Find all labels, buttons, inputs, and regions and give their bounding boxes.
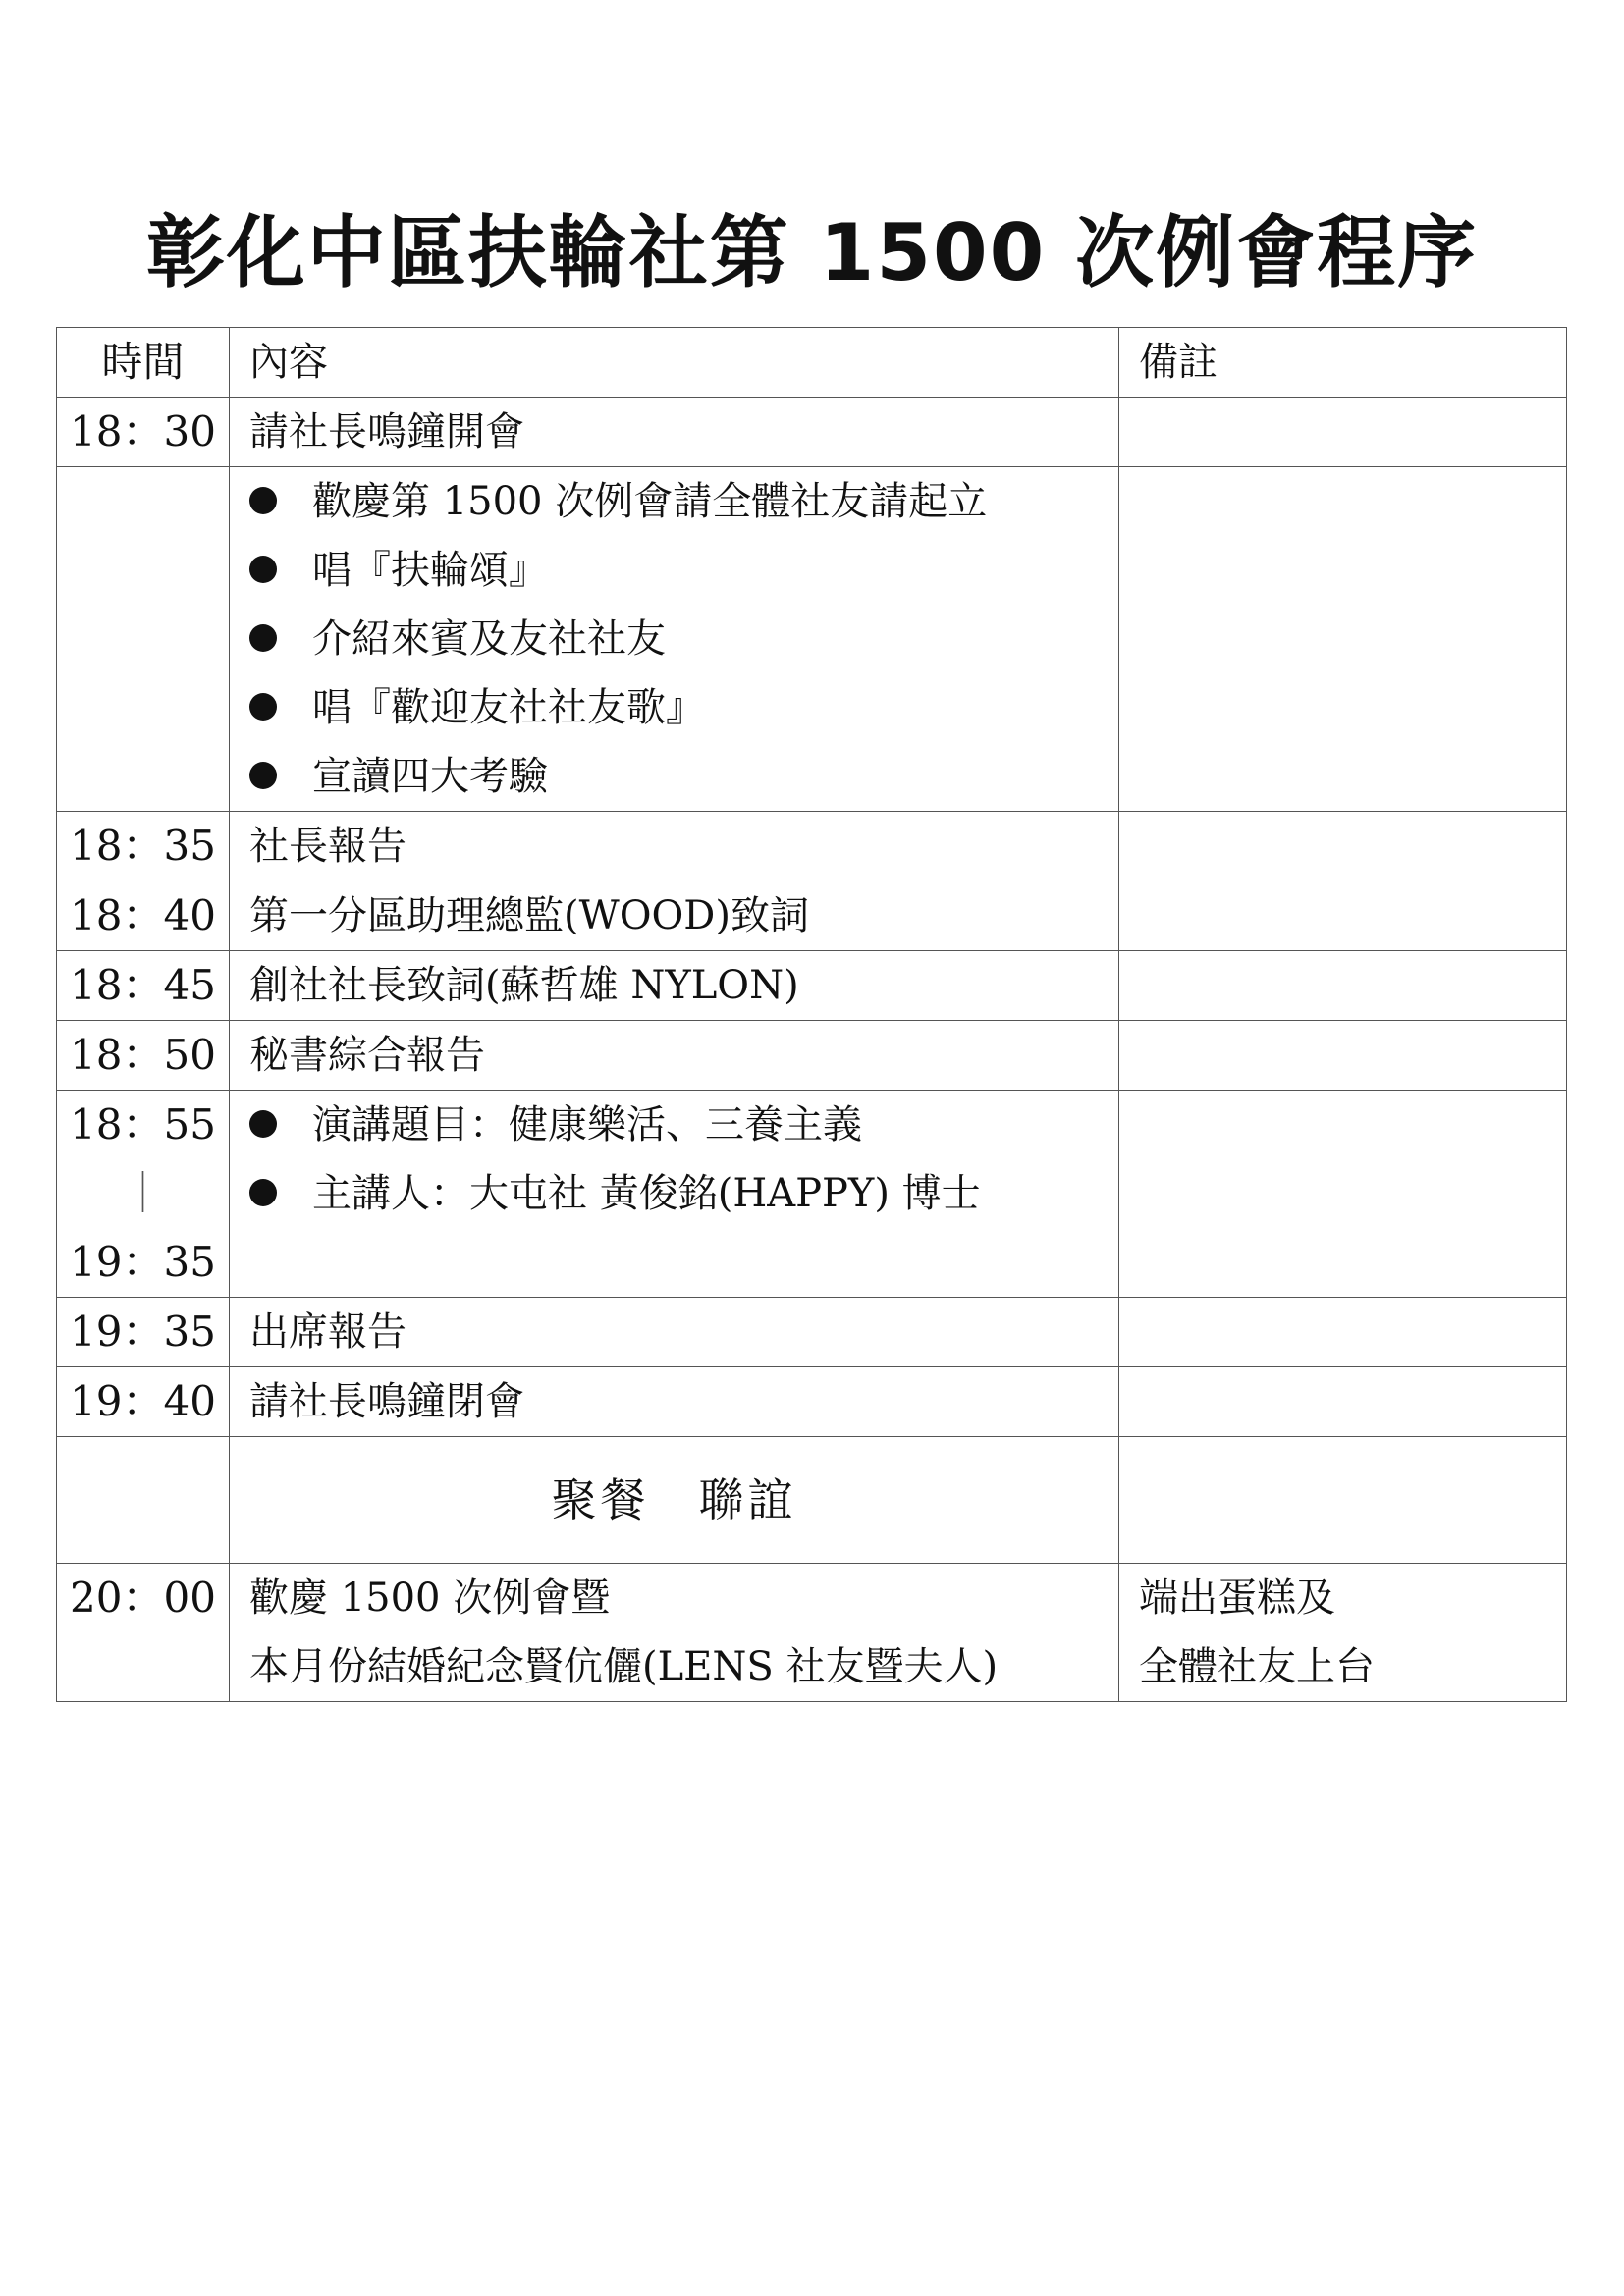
table-row xyxy=(57,1437,1567,1564)
row-content: 第一分區助理總監(WOOD)致詞 xyxy=(230,881,1119,951)
bullet-icon xyxy=(249,556,277,583)
row-note xyxy=(1119,1437,1567,1564)
row-time: 18：30 xyxy=(57,398,230,467)
row-time: 19：40 xyxy=(57,1367,230,1437)
row-content: 社長報告 xyxy=(230,812,1119,881)
table-row xyxy=(57,398,1567,467)
row-time xyxy=(57,1437,230,1564)
row-content: 創社社長致詞(蘇哲雄 NYLON) xyxy=(230,951,1119,1021)
list-item: 宣讀四大考驗 xyxy=(249,742,1118,811)
row-content-dinner: 聚餐 聯誼 xyxy=(230,1437,1119,1564)
bullet-icon xyxy=(249,1110,277,1138)
list-item: 唱『扶輪頌』 xyxy=(249,536,1118,605)
row-content: 出席報告 xyxy=(230,1298,1119,1367)
row-note xyxy=(1119,1091,1567,1298)
row-time xyxy=(57,467,230,812)
time-separator: ｜ xyxy=(122,1169,164,1217)
row-note xyxy=(1119,398,1567,467)
row-note xyxy=(1119,951,1567,1021)
row-content-bullets xyxy=(230,1091,1119,1298)
row-content: 請社長鳴鐘開會 xyxy=(230,398,1119,467)
list-item: 主講人：大屯社 黃俊銘(HAPPY) 博士 xyxy=(249,1159,1118,1228)
header-note: 備註 xyxy=(1119,328,1567,398)
table-row xyxy=(57,1021,1567,1091)
bullet-icon xyxy=(249,1179,277,1206)
list-item: 歡慶第 1500 次例會請全體社友請起立 xyxy=(249,467,1118,536)
table-row xyxy=(57,1298,1567,1367)
row-note xyxy=(1119,881,1567,951)
time-start: 18：55 xyxy=(70,1100,216,1148)
row-time: 18：35 xyxy=(57,812,230,881)
time-end: 19：35 xyxy=(70,1238,216,1286)
bullet-icon xyxy=(249,624,277,652)
header-content: 內容 xyxy=(230,328,1119,398)
table-header-row xyxy=(57,328,1567,398)
row-note xyxy=(1119,1367,1567,1437)
content-line: 歡慶 1500 次例會暨 xyxy=(249,1575,611,1621)
content-line: 本月份結婚紀念賢伉儷(LENS 社友暨夫人) xyxy=(249,1644,999,1689)
list-item: 演講題目：健康樂活、三養主義 xyxy=(249,1091,1118,1159)
bullet-icon xyxy=(249,693,277,721)
row-time: 20：00 xyxy=(57,1564,230,1702)
note-line: 全體社友上台 xyxy=(1139,1644,1375,1689)
row-note-multiline xyxy=(1119,1564,1567,1702)
bullet-icon xyxy=(249,487,277,514)
table-row xyxy=(57,881,1567,951)
row-note xyxy=(1119,467,1567,812)
row-note xyxy=(1119,1021,1567,1091)
list-item: 介紹來賓及友社社友 xyxy=(249,605,1118,673)
table-row xyxy=(57,1091,1567,1298)
row-content: 請社長鳴鐘閉會 xyxy=(230,1367,1119,1437)
row-time: 19：35 xyxy=(57,1298,230,1367)
list-item: 唱『歡迎友社社友歌』 xyxy=(249,673,1118,742)
row-note xyxy=(1119,1298,1567,1367)
row-content: 秘書綜合報告 xyxy=(230,1021,1119,1091)
row-time: 18：40 xyxy=(57,881,230,951)
row-content-multiline xyxy=(230,1564,1119,1702)
row-note xyxy=(1119,812,1567,881)
bullet-icon xyxy=(249,762,277,789)
table-row xyxy=(57,467,1567,812)
header-time: 時間 xyxy=(57,328,230,398)
note-line: 端出蛋糕及 xyxy=(1139,1575,1335,1621)
row-time-range xyxy=(57,1091,230,1298)
row-content-bullets xyxy=(230,467,1119,812)
agenda-table xyxy=(56,327,1567,1702)
table-row xyxy=(57,812,1567,881)
row-time: 18：50 xyxy=(57,1021,230,1091)
table-row xyxy=(57,951,1567,1021)
page-title: 彰化中區扶輪社第 1500 次例會程序 xyxy=(145,207,1479,298)
table-row xyxy=(57,1564,1567,1702)
row-time: 18：45 xyxy=(57,951,230,1021)
table-row xyxy=(57,1367,1567,1437)
